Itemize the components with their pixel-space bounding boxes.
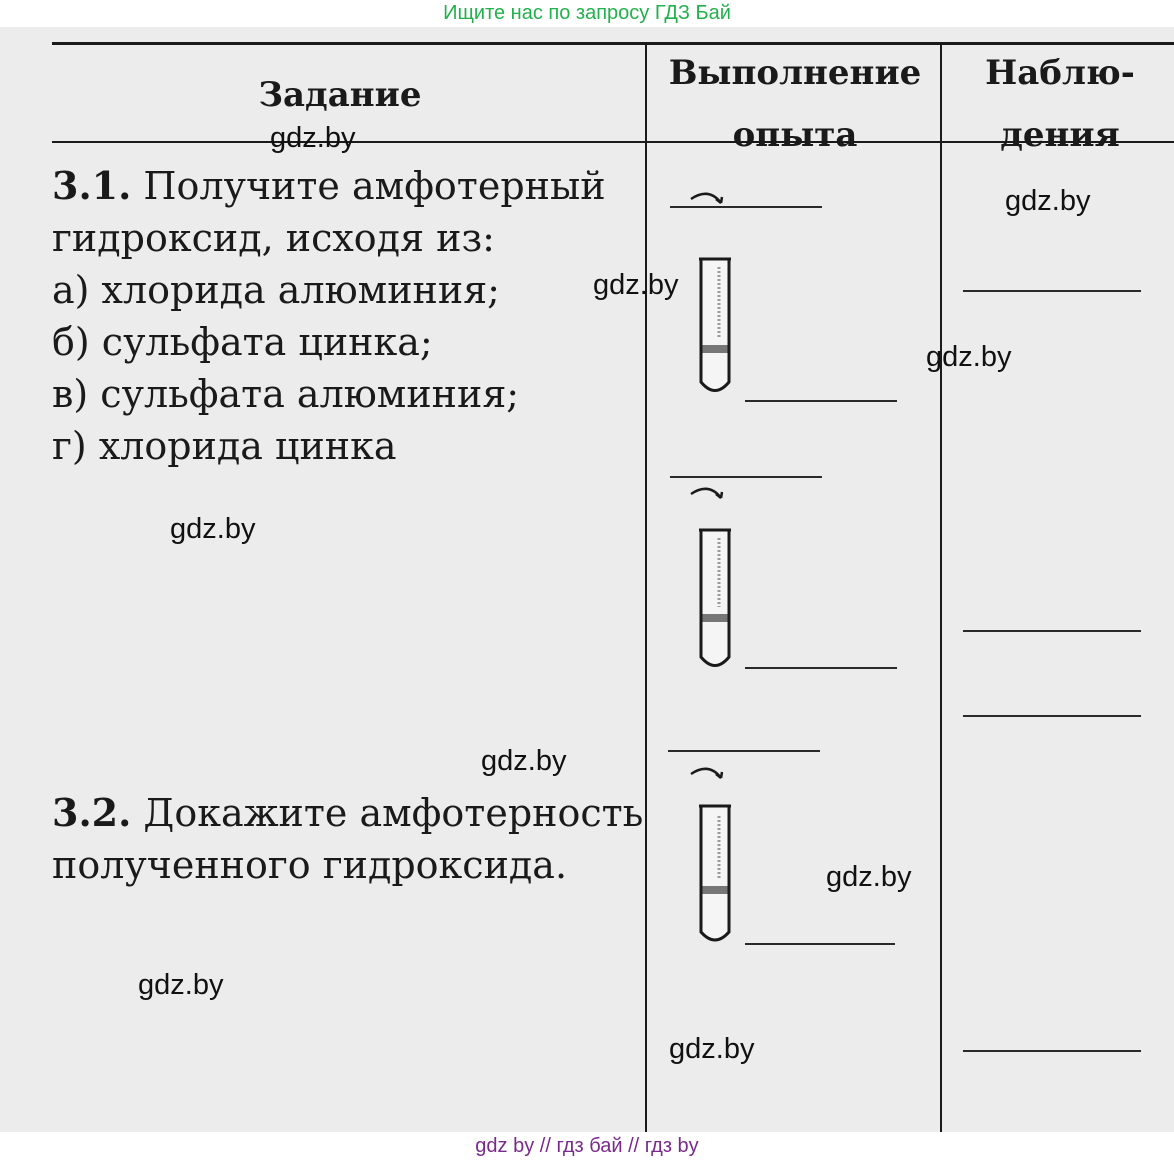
watermark: gdz.by bbox=[481, 745, 567, 777]
task-3-1-line1: 3.1. Получите амфотерный bbox=[52, 163, 606, 208]
watermark: gdz.by bbox=[593, 269, 679, 301]
column-divider-2 bbox=[940, 42, 942, 1132]
table-top-rule bbox=[52, 42, 1174, 45]
watermark: gdz.by bbox=[138, 969, 224, 1001]
top-banner: Ищите нас по запросу ГДЗ Бай bbox=[443, 2, 731, 24]
watermark: gdz.by bbox=[270, 122, 356, 154]
answer-blank[interactable] bbox=[963, 1050, 1141, 1052]
answer-blank[interactable] bbox=[670, 206, 822, 208]
bottom-banner: gdz by // гдз бай // гдз by bbox=[0, 1132, 1174, 1161]
task-3-1-item-b: б) сульфата цинка; bbox=[52, 320, 433, 364]
answer-blank[interactable] bbox=[745, 400, 897, 402]
answer-blank[interactable] bbox=[745, 667, 897, 669]
watermark: gdz.by bbox=[170, 513, 256, 545]
task-3-1-line2: гидроксид, исходя из: bbox=[52, 216, 495, 260]
task-3-2-line2: полученного гидроксида. bbox=[52, 843, 568, 887]
textbook-page bbox=[0, 27, 1174, 1132]
answer-blank[interactable] bbox=[963, 630, 1141, 632]
test-tube-icon bbox=[685, 762, 745, 952]
watermark: gdz.by bbox=[1005, 185, 1091, 217]
task-3-1-item-d: г) хлорида цинка bbox=[52, 424, 397, 468]
answer-blank[interactable] bbox=[668, 750, 820, 752]
column-divider-1 bbox=[645, 42, 647, 1132]
watermark: gdz.by bbox=[926, 341, 1012, 373]
header-task: Задание bbox=[258, 75, 422, 115]
answer-blank[interactable] bbox=[963, 715, 1141, 717]
header-observations: Наблю- дения bbox=[985, 53, 1135, 155]
answer-blank[interactable] bbox=[670, 476, 822, 478]
watermark: gdz.by bbox=[826, 861, 912, 893]
task-3-2 bbox=[52, 787, 643, 891]
task-3-1-item-a: а) хлорида алюминия; bbox=[52, 268, 500, 312]
task-3-2-line1: 3.2. Докажите амфотерность bbox=[52, 790, 644, 835]
answer-blank[interactable] bbox=[745, 943, 895, 945]
task-3-1 bbox=[52, 160, 606, 472]
test-tube-icon bbox=[685, 187, 745, 402]
test-tube-icon bbox=[685, 482, 745, 677]
answer-blank[interactable] bbox=[963, 290, 1141, 292]
header-experiment: Выполнение опыта bbox=[668, 53, 922, 155]
task-3-1-item-c: в) сульфата алюминия; bbox=[52, 372, 520, 416]
watermark: gdz.by bbox=[669, 1033, 755, 1065]
